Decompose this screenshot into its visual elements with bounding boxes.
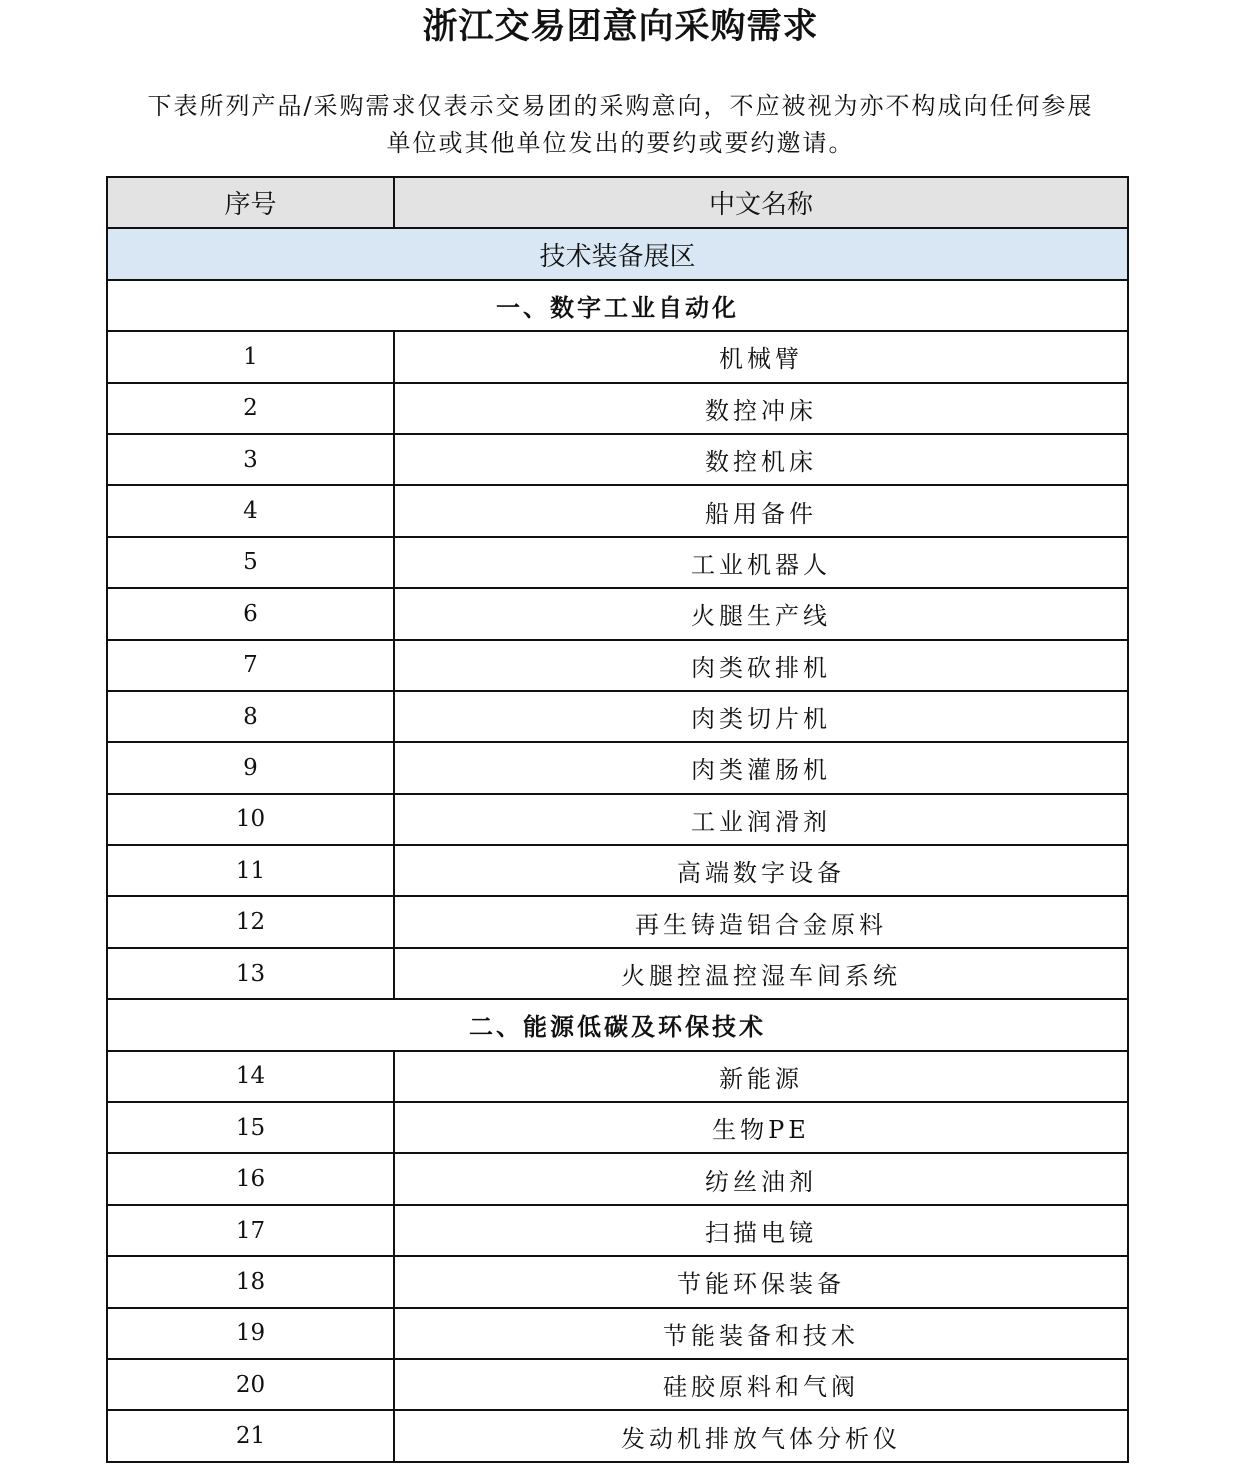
row-name: 新能源 <box>394 1051 1128 1102</box>
row-seq: 9 <box>107 742 394 793</box>
table-row <box>107 1359 1128 1410</box>
row-seq: 4 <box>107 485 394 536</box>
table-row <box>107 588 1128 639</box>
row-name: 硅胶原料和气阀 <box>394 1359 1128 1410</box>
row-name: 扫描电镜 <box>394 1205 1128 1256</box>
page-title: 浙江交易团意向采购需求 <box>422 7 819 47</box>
table-row <box>107 434 1128 485</box>
row-name: 发动机排放气体分析仪 <box>394 1410 1128 1461</box>
table-row <box>107 896 1128 947</box>
row-name: 数控冲床 <box>394 383 1128 434</box>
table-row <box>107 691 1128 742</box>
row-seq: 8 <box>107 691 394 742</box>
row-name: 节能装备和技术 <box>394 1308 1128 1359</box>
section-row <box>107 280 1128 331</box>
section-title: 二、能源低碳及环保技术 <box>107 999 1128 1050</box>
row-seq: 15 <box>107 1102 394 1153</box>
row-seq: 3 <box>107 434 394 485</box>
table-row <box>107 1051 1128 1102</box>
row-seq: 12 <box>107 896 394 947</box>
row-name: 纺丝油剂 <box>394 1153 1128 1204</box>
table-row <box>107 742 1128 793</box>
zone-title: 技术装备展区 <box>107 228 1128 279</box>
table-row <box>107 383 1128 434</box>
row-seq: 7 <box>107 640 394 691</box>
procurement-table <box>106 176 1129 1463</box>
table-header-row <box>107 177 1128 228</box>
table-row <box>107 794 1128 845</box>
intro-line-2: 单位或其他单位发出的要约或要约邀请。 <box>386 129 855 157</box>
row-name: 再生铸造铝合金原料 <box>394 896 1128 947</box>
row-name: 船用备件 <box>394 485 1128 536</box>
row-seq: 13 <box>107 948 394 999</box>
table-row <box>107 1205 1128 1256</box>
intro-line-1: 下表所列产品/采购需求仅表示交易团的采购意向，不应被视为亦不构成向任何参展 <box>147 92 1094 120</box>
table-row <box>107 845 1128 896</box>
row-seq: 10 <box>107 794 394 845</box>
row-name: 肉类砍排机 <box>394 640 1128 691</box>
table-row <box>107 1153 1128 1204</box>
row-name: 高端数字设备 <box>394 845 1128 896</box>
row-name: 肉类切片机 <box>394 691 1128 742</box>
section-title: 一、数字工业自动化 <box>107 280 1128 331</box>
row-name: 工业机器人 <box>394 537 1128 588</box>
row-name: 节能环保装备 <box>394 1256 1128 1307</box>
row-seq: 21 <box>107 1410 394 1461</box>
row-seq: 17 <box>107 1205 394 1256</box>
table-row <box>107 1308 1128 1359</box>
table-row <box>107 1102 1128 1153</box>
row-seq: 16 <box>107 1153 394 1204</box>
row-name: 工业润滑剂 <box>394 794 1128 845</box>
table-row <box>107 485 1128 536</box>
table-row <box>107 948 1128 999</box>
header-name: 中文名称 <box>394 177 1128 228</box>
row-name: 数控机床 <box>394 434 1128 485</box>
table-body <box>107 228 1128 1461</box>
row-name: 火腿控温控湿车间系统 <box>394 948 1128 999</box>
zone-row <box>107 228 1128 279</box>
header-seq: 序号 <box>107 177 394 228</box>
row-seq: 5 <box>107 537 394 588</box>
table-row <box>107 331 1128 382</box>
row-name: 肉类灌肠机 <box>394 742 1128 793</box>
table-row <box>107 640 1128 691</box>
row-seq: 1 <box>107 331 394 382</box>
row-seq: 11 <box>107 845 394 896</box>
row-seq: 18 <box>107 1256 394 1307</box>
section-row <box>107 999 1128 1050</box>
intro-paragraph <box>110 88 1131 162</box>
row-seq: 20 <box>107 1359 394 1410</box>
row-name: 机械臂 <box>394 331 1128 382</box>
row-name: 生物PE <box>394 1102 1128 1153</box>
row-name: 火腿生产线 <box>394 588 1128 639</box>
table-row <box>107 1410 1128 1461</box>
row-seq: 19 <box>107 1308 394 1359</box>
row-seq: 2 <box>107 383 394 434</box>
table-row <box>107 537 1128 588</box>
row-seq: 6 <box>107 588 394 639</box>
table-row <box>107 1256 1128 1307</box>
row-seq: 14 <box>107 1051 394 1102</box>
